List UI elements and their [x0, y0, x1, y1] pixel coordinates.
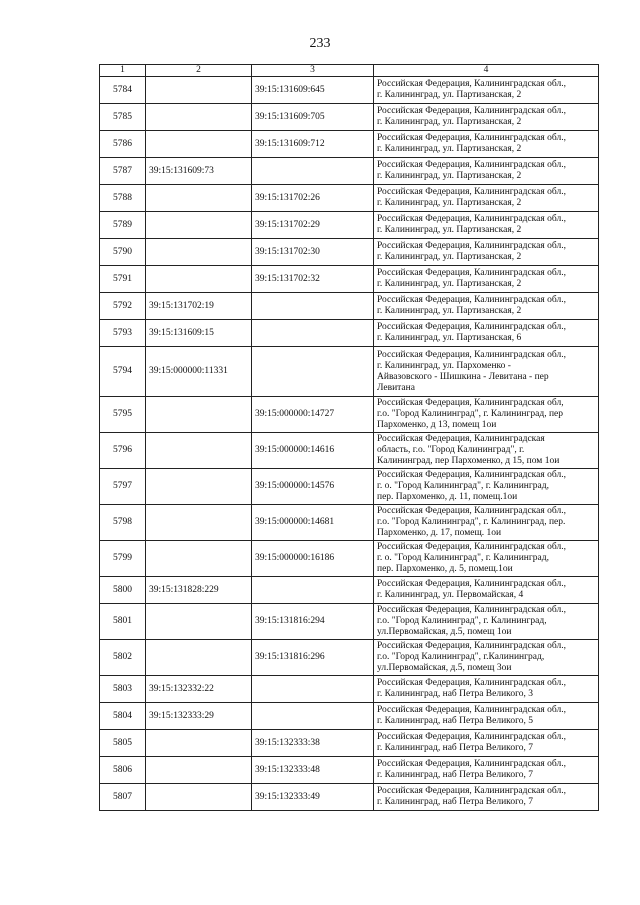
table-row [100, 397, 599, 433]
address-cell: Российская Федерация, Калининградская обл., г. Калининград, ул. Партизанская, 2 [374, 158, 599, 185]
row-number-cell: 5791 [100, 266, 146, 293]
address-cell: Российская Федерация, Калининградская обл., г. о. "Город Калининград", г. Калининград, пер. Пархоменко, д. 11, помещ.1ои [374, 469, 599, 505]
table-row [100, 541, 599, 577]
cadastral-number-cell [146, 604, 252, 640]
table-row [100, 730, 599, 757]
address-cell: Российская Федерация, Калининградская обл., г. Калининград, ул. Партизанская, 2 [374, 293, 599, 320]
table-row [100, 293, 599, 320]
cadastral-number-cell: 39:15:131702:26 [252, 185, 374, 212]
cadastral-number-cell [252, 293, 374, 320]
cadastral-number-cell: 39:15:132332:22 [146, 676, 252, 703]
cadastral-number-cell [146, 266, 252, 293]
address-cell: Российская Федерация, Калининградская обл., г. Калининград, наб Петра Великого, 7 [374, 784, 599, 811]
table-row [100, 131, 599, 158]
table-row [100, 757, 599, 784]
table-row [100, 469, 599, 505]
cadastral-number-cell [252, 703, 374, 730]
page-number: 233 [309, 36, 331, 51]
cadastral-number-cell [252, 676, 374, 703]
cadastral-number-cell: 39:15:131609:705 [252, 104, 374, 131]
cadastral-number-cell [146, 505, 252, 541]
cadastral-number-cell: 39:15:131609:15 [146, 320, 252, 347]
cadastral-number-cell [146, 131, 252, 158]
row-number-cell: 5804 [100, 703, 146, 730]
row-number-cell: 5788 [100, 185, 146, 212]
column-header: 3 [252, 65, 374, 77]
header-row [100, 65, 599, 77]
table-row [100, 320, 599, 347]
row-number-cell: 5801 [100, 604, 146, 640]
address-cell: Российская Федерация, Калининградская обл., г.о. "Город Калининград", г. Калининград, ул.Первомайская, д.5, помещ 1ои [374, 604, 599, 640]
address-cell: Российская Федерация, Калининградская обл., г. Калининград, ул. Партизанская, 2 [374, 212, 599, 239]
table-row [100, 703, 599, 730]
cadastral-number-cell: 39:15:000000:14727 [252, 397, 374, 433]
row-number-cell: 5798 [100, 505, 146, 541]
table-row [100, 577, 599, 604]
table-row [100, 212, 599, 239]
cadastral-number-cell [146, 239, 252, 266]
cadastral-number-cell [146, 640, 252, 676]
address-cell: Российская Федерация, Калининградская обл., г. Калининград, ул. Партизанская, 2 [374, 239, 599, 266]
cadastral-number-cell [146, 104, 252, 131]
cadastral-number-cell [252, 320, 374, 347]
table-row [100, 77, 599, 104]
row-number-cell: 5790 [100, 239, 146, 266]
address-cell: Российская Федерация, Калининградская обл., г. Калининград, ул. Партизанская, 2 [374, 104, 599, 131]
table-row [100, 104, 599, 131]
row-number-cell: 5794 [100, 347, 146, 397]
cadastral-number-cell: 39:15:000000:14576 [252, 469, 374, 505]
cadastral-number-cell: 39:15:131702:30 [252, 239, 374, 266]
cadastral-number-cell: 39:15:132333:29 [146, 703, 252, 730]
row-number-cell: 5792 [100, 293, 146, 320]
row-number-cell: 5793 [100, 320, 146, 347]
address-cell: Российская Федерация, Калининградская обл., г. Калининград, ул. Первомайская, 4 [374, 577, 599, 604]
cadastral-number-cell [146, 784, 252, 811]
column-header: 4 [374, 65, 599, 77]
row-number-cell: 5785 [100, 104, 146, 131]
table-row [100, 158, 599, 185]
cadastral-number-cell [252, 158, 374, 185]
table-row [100, 433, 599, 469]
row-number-cell: 5787 [100, 158, 146, 185]
cadastral-number-cell: 39:15:131702:29 [252, 212, 374, 239]
row-number-cell: 5806 [100, 757, 146, 784]
table-row [100, 347, 599, 397]
cadastral-number-cell: 39:15:131609:73 [146, 158, 252, 185]
table-row [100, 505, 599, 541]
address-cell: Российская Федерация, Калининградская обл., г. Калининград, ул. Партизанская, 2 [374, 131, 599, 158]
address-cell: Российская Федерация, Калининградская обл, г.о. "Город Калининград", г. Калининград, пер Пархоменко, д 13, помещ 1ои [374, 397, 599, 433]
row-number-cell: 5795 [100, 397, 146, 433]
cadastral-number-cell [146, 77, 252, 104]
table-row [100, 185, 599, 212]
column-header: 1 [100, 65, 146, 77]
table-row [100, 604, 599, 640]
row-number-cell: 5807 [100, 784, 146, 811]
row-number-cell: 5805 [100, 730, 146, 757]
row-number-cell: 5803 [100, 676, 146, 703]
row-number-cell: 5800 [100, 577, 146, 604]
address-cell: Российская Федерация, Калининградская обл., г. Калининград, ул. Партизанская, 2 [374, 266, 599, 293]
row-number-cell: 5789 [100, 212, 146, 239]
table-row [100, 266, 599, 293]
address-cell: Российская Федерация, Калининградская обл., г. Калининград, наб Петра Великого, 7 [374, 757, 599, 784]
cadastral-number-cell: 39:15:000000:11331 [146, 347, 252, 397]
table-row [100, 676, 599, 703]
cadastral-number-cell: 39:15:131702:19 [146, 293, 252, 320]
address-cell: Российская Федерация, Калининградская обл., г. Калининград, ул. Партизанская, 6 [374, 320, 599, 347]
table-row [100, 640, 599, 676]
cadastral-number-cell [146, 730, 252, 757]
cadastral-number-cell: 39:15:000000:14616 [252, 433, 374, 469]
cadastral-number-cell [146, 469, 252, 505]
address-cell: Российская Федерация, Калининградская обл., г.о. "Город Калининград", г.Калининград, ул.Первомайская, д.5, помещ 3ои [374, 640, 599, 676]
cadastral-number-cell: 39:15:132333:48 [252, 757, 374, 784]
registry-table [99, 64, 599, 811]
cadastral-number-cell [146, 212, 252, 239]
row-number-cell: 5796 [100, 433, 146, 469]
table-row [100, 784, 599, 811]
cadastral-number-cell: 39:15:132333:49 [252, 784, 374, 811]
cadastral-number-cell [146, 541, 252, 577]
cadastral-number-cell: 39:15:000000:14681 [252, 505, 374, 541]
table-row [100, 239, 599, 266]
cadastral-number-cell: 39:15:131828:229 [146, 577, 252, 604]
row-number-cell: 5802 [100, 640, 146, 676]
cadastral-number-cell [252, 577, 374, 604]
cadastral-number-cell [252, 347, 374, 397]
cadastral-number-cell: 39:15:131816:296 [252, 640, 374, 676]
row-number-cell: 5784 [100, 77, 146, 104]
address-cell: Российская Федерация, Калининградская обл., г. Калининград, наб Петра Великого, 5 [374, 703, 599, 730]
address-cell: Российская Федерация, Калининградская обл., г. Калининград, ул. Пархоменко - Айвазовского - Шишкина - Левитана - пер Левитана [374, 347, 599, 397]
address-cell: Российская Федерация, Калининградская обл., г. о. "Город Калининград", г. Калининград, пер. Пархоменко, д. 5, помещ.1ои [374, 541, 599, 577]
address-cell: Российская Федерация, Калининградская обл., г. Калининград, наб Петра Великого, 7 [374, 730, 599, 757]
row-number-cell: 5786 [100, 131, 146, 158]
cadastral-number-cell: 39:15:131609:645 [252, 77, 374, 104]
cadastral-number-cell [146, 185, 252, 212]
cadastral-number-cell: 39:15:131702:32 [252, 266, 374, 293]
address-cell: Российская Федерация, Калининградская обл., г.о. "Город Калининград", г. Калининград, пер. Пархоменко, д. 17, помещ. 1ои [374, 505, 599, 541]
cadastral-number-cell: 39:15:131816:294 [252, 604, 374, 640]
row-number-cell: 5799 [100, 541, 146, 577]
cadastral-number-cell: 39:15:000000:16186 [252, 541, 374, 577]
cadastral-number-cell: 39:15:131609:712 [252, 131, 374, 158]
address-cell: Российская Федерация, Калининградская обл., г. Калининград, ул. Партизанская, 2 [374, 77, 599, 104]
cadastral-number-cell [146, 397, 252, 433]
cadastral-number-cell [146, 757, 252, 784]
cadastral-number-cell [146, 433, 252, 469]
address-cell: Российская Федерация, Калининградская область, г.о. "Город Калининград", г. Калининград, пер Пархоменко, д 15, пом 1ои [374, 433, 599, 469]
cadastral-number-cell: 39:15:132333:38 [252, 730, 374, 757]
row-number-cell: 5797 [100, 469, 146, 505]
address-cell: Российская Федерация, Калининградская обл., г. Калининград, ул. Партизанская, 2 [374, 185, 599, 212]
column-header: 2 [146, 65, 252, 77]
address-cell: Российская Федерация, Калининградская обл., г. Калининград, наб Петра Великого, 3 [374, 676, 599, 703]
